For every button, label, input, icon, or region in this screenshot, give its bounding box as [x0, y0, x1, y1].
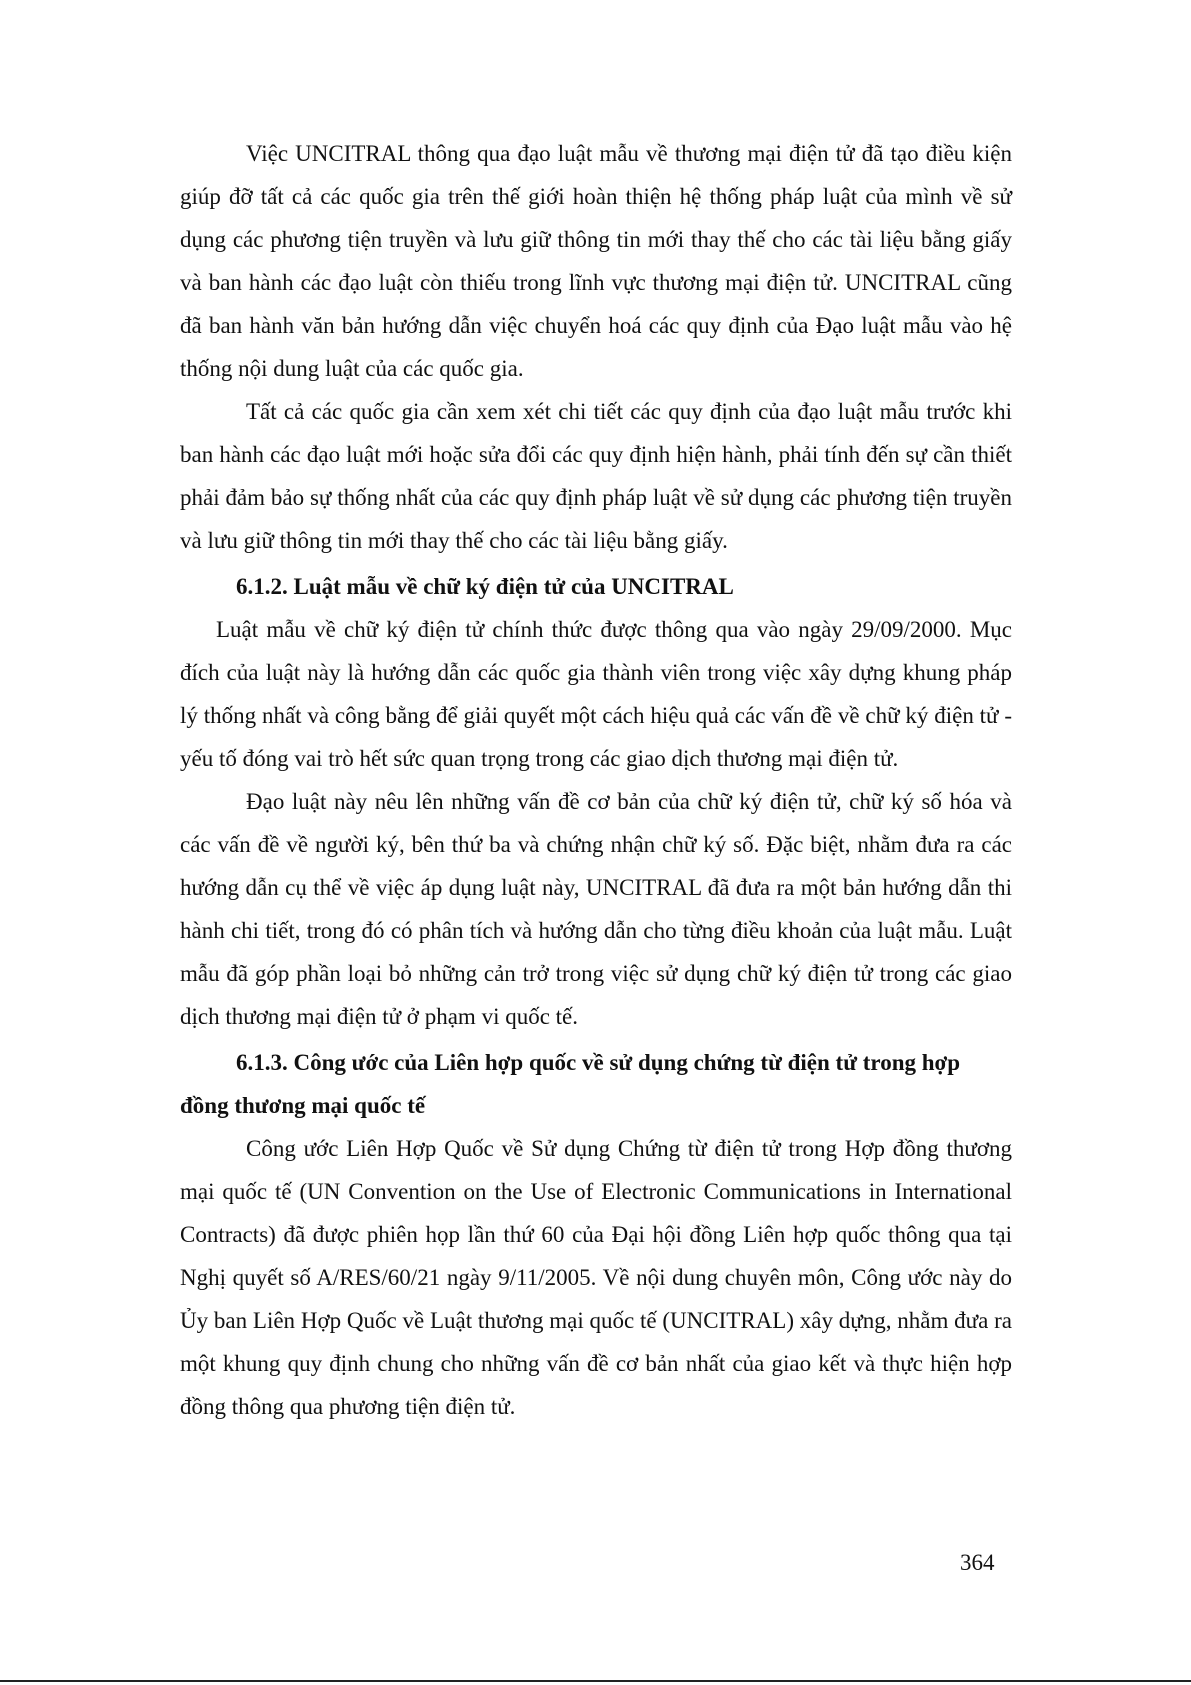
paragraph-all-countries: Tất cả các quốc gia cần xem xét chi tiết các quy định của đạo luật mẫu trước khi ban hành các đạo luật mới hoặc sửa đổi các quy định hiện hành, phải tính đến sự cần thiết phải đảm bảo sự thống nhất của các quy định pháp luật về sử dụng các phương tiện truyền và lưu giữ thông tin mới thay thế cho các tài liệu bằng giấy. — [180, 399, 1012, 553]
paragraph-law-content: Đạo luật này nêu lên những vấn đề cơ bản của chữ ký điện tử, chữ ký số hóa và các vấn đề về người ký, bên thứ ba và chứng nhận chữ ký số. Đặc biệt, nhằm đưa ra các hướng dẫn cụ thể về việc áp dụng luật này, UNCITRAL đã đưa ra một bản hướng dẫn thi hành chi tiết, trong đó có phân tích và hướng dẫn cho từng điều khoản của luật mẫu. Luật mẫu đã góp phần loại bỏ những cản trở trong việc sử dụng chữ ký điện tử trong các giao dịch thương mại điện tử ở phạm vi quốc tế. — [180, 789, 1012, 1029]
heading-6-1-3: 6.1.3. Công ước của Liên hợp quốc về sử dụng chứng từ điện tử trong hợp đồng thương mại quốc tế — [180, 1050, 961, 1118]
heading-6-1-2: 6.1.2. Luật mẫu về chữ ký điện tử của UNCITRAL — [236, 574, 734, 599]
paragraph-esignature-model-law: Luật mẫu về chữ ký điện tử chính thức được thông qua vào ngày 29/09/2000. Mục đích của luật này là hướng dẫn các quốc gia thành viên trong việc xây dựng khung pháp lý thống nhất và công bằng để giải quyết một cách hiệu quả các vấn đề về chữ ký điện tử - yếu tố đóng vai trò hết sức quan trọng trong các giao dịch thương mại điện tử. — [180, 617, 1012, 771]
paragraph-un-convention: Công ước Liên Hợp Quốc về Sử dụng Chứng từ điện tử trong Hợp đồng thương mại quốc tế (UN Convention on the Use of Electronic Communications in International Contracts) đã được phiên họp lần thứ 60 của Đại hội đồng Liên hợp quốc thông qua tại Nghị quyết số A/RES/60/21 ngày 9/11/2005. Về nội dung chuyên môn, Công ước này do Ủy ban Liên Hợp Quốc về Luật thương mại quốc tế (UNCITRAL) xây dựng, nhằm đưa ra một khung quy định chung cho những vấn đề cơ bản nhất của giao kết và thực hiện hợp đồng thông qua phương tiện điện tử. — [180, 1136, 1012, 1419]
page-number: 364 — [960, 1550, 995, 1575]
bottom-rule — [0, 1680, 1191, 1682]
paragraph-uncitral-model-law: Việc UNCITRAL thông qua đạo luật mẫu về thương mại điện tử đã tạo điều kiện giúp đỡ tất cả các quốc gia trên thế giới hoàn thiện hệ thống pháp luật của mình về sử dụng các phương tiện truyền và lưu giữ thông tin mới thay thế cho các tài liệu bằng giấy và ban hành các đạo luật còn thiếu trong lĩnh vực thương mại điện tử. UNCITRAL cũng đã ban hành văn bản hướng dẫn việc chuyển hoá các quy định của Đạo luật mẫu vào hệ thống nội dung luật của các quốc gia. — [180, 141, 1012, 381]
page-body — [180, 132, 1012, 1428]
